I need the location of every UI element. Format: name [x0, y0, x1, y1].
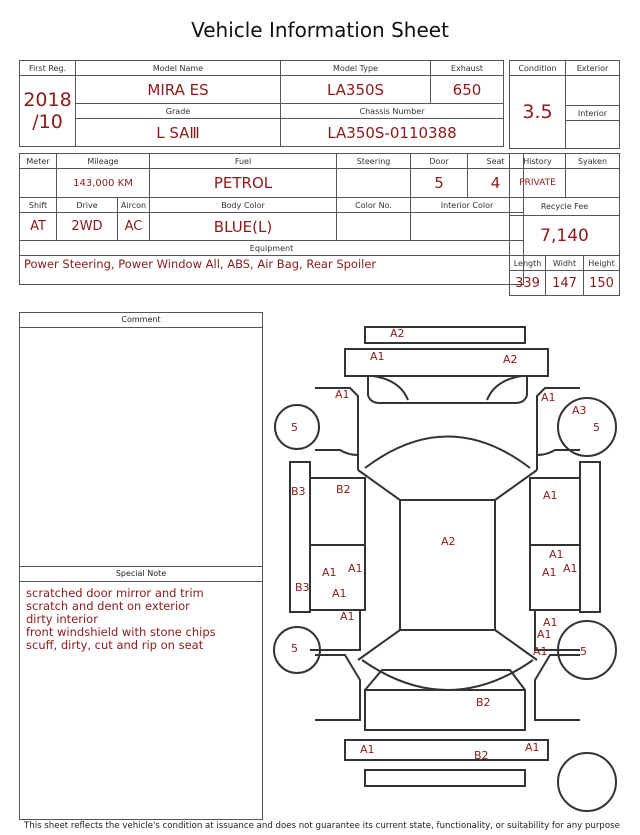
chassis-header: Chassis Number — [281, 104, 504, 119]
sheet-title: Vehicle Information Sheet — [191, 18, 449, 42]
interior-color-header: Interior Color — [411, 198, 524, 213]
special-note-item: scratch and dent on exterior — [26, 599, 190, 613]
door-value: 5 — [411, 169, 468, 198]
special-note-item: scuff, dirty, cut and rip on seat — [26, 638, 204, 652]
fuel-header: Fuel — [150, 154, 337, 169]
first-reg-header: First Reg. — [20, 61, 76, 76]
special-note-item: scratched door mirror and trim — [26, 586, 204, 600]
comment-body — [20, 328, 262, 567]
hood — [368, 376, 527, 403]
model-type-value: LA350S — [281, 76, 431, 104]
damage-left-rear-outer: B3 — [295, 581, 310, 594]
shift-value: AT — [20, 213, 57, 241]
first-reg-year: 2018 — [23, 89, 72, 111]
exterior-header: Exterior — [566, 61, 620, 76]
model-type-header: Model Type — [281, 61, 431, 76]
damage-right-rear-f: A1 — [533, 645, 548, 658]
height-header: Height — [584, 256, 620, 271]
damage-right-rear-c: A1 — [563, 562, 578, 575]
equipment-value: Power Steering, Power Window All, ABS, Air Bag, Rear Spoiler — [20, 256, 524, 285]
damage-left-rear-door-a: A1 — [322, 566, 337, 579]
special-note-list — [20, 582, 262, 657]
damage-back-door: B2 — [476, 696, 491, 709]
exhaust-value: 650 — [431, 76, 504, 104]
chassis-value: LA350S-0110388 — [281, 119, 504, 147]
steering-header: Steering — [337, 154, 411, 169]
damage-right-rear-a: A1 — [549, 548, 564, 561]
door-header: Door — [411, 154, 468, 169]
car-damage-diagram — [270, 320, 635, 820]
spare-wheel — [558, 753, 616, 811]
interior-color-value — [411, 213, 524, 241]
damage-right-rear-wheel: 5 — [580, 645, 587, 658]
aircon-header: Aircon — [118, 198, 150, 213]
damage-left-sill: A1 — [340, 610, 355, 623]
exterior-value — [566, 76, 620, 106]
damage-right-rear-b: A1 — [542, 566, 557, 579]
damage-right-fender: A1 — [541, 391, 556, 404]
seat-value: 4 — [468, 169, 524, 198]
damage-left-rear-door-b: A1 — [348, 562, 363, 575]
damage-left-fender: A1 — [335, 388, 350, 401]
model-name-header: Model Name — [76, 61, 281, 76]
meter-header: Meter — [20, 154, 57, 169]
equipment-header: Equipment — [20, 241, 524, 256]
right-front-wheel — [558, 398, 616, 456]
damage-top-bar: A2 — [390, 327, 405, 340]
grade-header: Grade — [76, 104, 281, 119]
damage-left-rear-door-c: A1 — [332, 587, 347, 600]
length-value: 339 — [510, 271, 546, 296]
mileage-value: 143,000 KM — [57, 169, 150, 198]
damage-front-bumper-right: A2 — [503, 353, 518, 366]
model-info-table — [19, 60, 504, 147]
special-note-header: Special Note — [20, 567, 262, 582]
steering-value — [337, 169, 411, 198]
right-front-door-outer — [580, 462, 600, 612]
damage-right-fender-2: A3 — [572, 404, 587, 417]
width-header: Widht — [546, 256, 584, 271]
comment-header: Comment — [20, 313, 262, 328]
history-value: PRIVATE — [510, 169, 566, 198]
first-reg-month: /10 — [32, 111, 63, 133]
specs-table — [19, 153, 524, 285]
mileage-header: Mileage — [57, 154, 150, 169]
fuel-value: PETROL — [150, 169, 337, 198]
damage-left-rear-wheel: 5 — [291, 642, 298, 655]
front-panel-top — [365, 327, 525, 343]
color-no-header: Color No. — [337, 198, 411, 213]
shift-header: Shift — [20, 198, 57, 213]
interior-header: Interior — [566, 106, 620, 121]
condition-header: Condition — [510, 61, 566, 76]
grade-value: L SAⅢ — [76, 119, 281, 147]
windshield — [365, 437, 530, 469]
width-value: 147 — [546, 271, 584, 296]
drive-value: 2WD — [57, 213, 118, 241]
drive-header: Drive — [57, 198, 118, 213]
damage-right-front-wheel: 5 — [593, 421, 600, 434]
damage-front-bumper-left: A1 — [370, 350, 385, 363]
body-color-header: Body Color — [150, 198, 337, 213]
model-name-value: MIRA ES — [76, 76, 281, 104]
special-note-item: front windshield with stone chips — [26, 625, 216, 639]
rear-panel-bottom — [365, 770, 525, 786]
damage-rear-bumper-left: A1 — [360, 743, 375, 756]
color-no-value — [337, 213, 411, 241]
roof — [400, 500, 495, 630]
damage-left-front-door: B2 — [336, 483, 351, 496]
damage-right-rear-d: A1 — [543, 616, 558, 629]
aircon-value: AC — [118, 213, 150, 241]
exhaust-header: Exhaust — [431, 61, 504, 76]
special-note-item: dirty interior — [26, 612, 98, 626]
seat-header: Seat — [468, 154, 524, 169]
damage-left-front-wheel: 5 — [291, 421, 298, 434]
rear-window — [362, 660, 533, 690]
damage-rear-bumper-right: A1 — [525, 741, 540, 754]
back-door — [365, 690, 525, 730]
interior-value — [566, 121, 620, 149]
damage-right-front-door: A1 — [543, 489, 558, 502]
meter-value — [20, 169, 57, 198]
rear-bumper — [345, 740, 548, 760]
length-header: Length — [510, 256, 546, 271]
height-value: 150 — [584, 271, 620, 296]
syaken-header: Syaken — [566, 154, 620, 169]
damage-roof: A2 — [441, 535, 456, 548]
body-color-value: BLUE(L) — [150, 213, 337, 241]
history-header: History — [510, 154, 566, 169]
history-table — [509, 153, 620, 296]
damage-right-rear-e: A1 — [537, 628, 552, 641]
condition-value: 3.5 — [510, 76, 566, 149]
condition-table — [509, 60, 620, 149]
syaken-value — [566, 169, 620, 198]
damage-left-front-door-outer: B3 — [291, 485, 306, 498]
damage-rear-bumper-mid: B2 — [474, 749, 489, 762]
recycle-fee-header: Recycle Fee — [510, 198, 620, 216]
recycle-fee-value: 7,140 — [510, 216, 620, 256]
first-reg-value — [20, 76, 76, 147]
comment-panel — [19, 312, 263, 820]
disclaimer-footer: This sheet reflects the vehicle's condition at issuance and does not guarantee its current state, functionality, or suitability for any purpose — [24, 821, 620, 831]
